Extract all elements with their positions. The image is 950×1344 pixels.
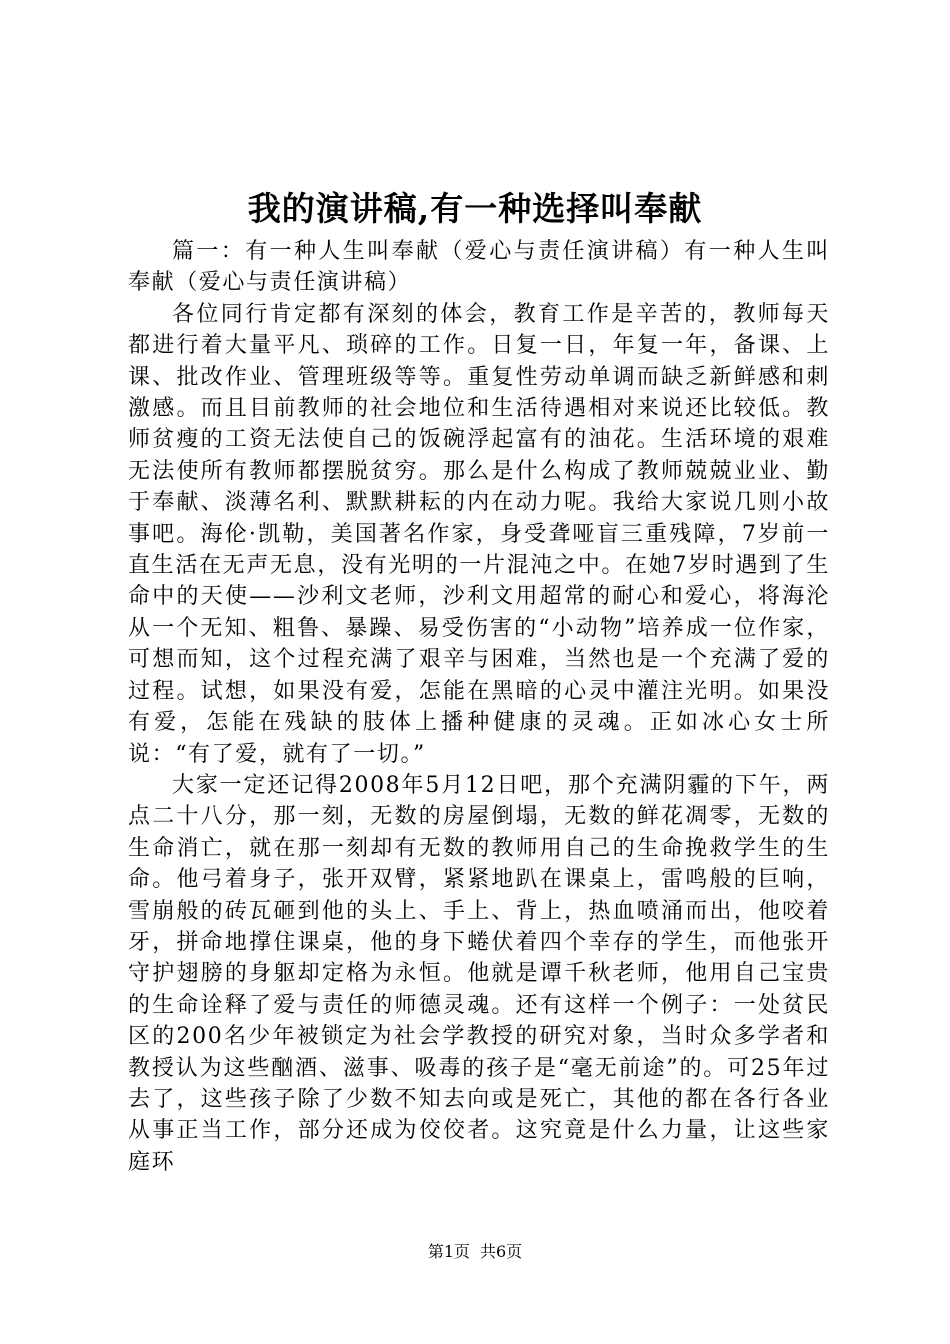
paragraph-earthquake: 大家一定还记得2008年5月12日吧，那个充满阴霾的下午，两点二十八分，那一刻，无数的房屋倒塌，无数的鲜花凋零，无数的生命消亡，就在那一刻却有无数的教师用自己的生命挽救学生的生命。他弓着身子，张开双臂，紧紧地趴在课桌上，雷鸣般的巨响，雪崩般的砖瓦砸到他的头上、手上、背上，热血喷涌而出，他咬着牙，拼命地撑住课桌，他的身下蜷伏着四个幸存的学生，而他张开守护翅膀的身躯却定格为永恒。他就是谭千秋老师，他用自己宝贵的生命诠释了爱与责任的师德灵魂。还有这样一个例子：一处贫民区的200名少年被锁定为社会学教授的研究对象，当时众多学者和教授认为这些酗酒、滋事、吸毒的孩子是“毫无前途”的。可25年过去了，这些孩子除了少数不知去向或是死亡，其他的都在各行各业从事正当工作，部分还成为佼佼者。这究竟是什么力量，让这些家庭环	[128, 772, 830, 1175]
document-body	[128, 236, 830, 1178]
document-title: 我的演讲稿,有一种选择叫奉献	[247, 189, 703, 228]
page-footer	[0, 1240, 950, 1264]
paragraph-intro: 篇一：有一种人生叫奉献（爱心与责任演讲稿）有一种人生叫奉献（爱心与责任演讲稿）	[128, 239, 830, 296]
page-total: 共6页	[480, 1242, 523, 1261]
page-number: 第1页	[427, 1242, 470, 1261]
paragraph-helen-keller: 各位同行肯定都有深刻的体会，教育工作是辛苦的，教师每天都进行着大量平凡、琐碎的工作。日复一日，年复一年，备课、上课、批改作业、管理班级等等。重复性劳动单调而缺乏新鲜感和刺激感。而且目前教师的社会地位和生活待遇相对来说还比较低。教师贫瘦的工资无法使自己的饭碗浮起富有的油花。生活环境的艰难无法使所有教师都摆脱贫穷。那么是什么构成了教师兢兢业业、勤于奉献、淡薄名利、默默耕耘的内在动力呢。我给大家说几则小故事吧。海伦·凯勒，美国著名作家，身受聋哑盲三重残障，7岁前一直生活在无声无息，没有光明的一片混沌之中。在她7岁时遇到了生命中的天使——沙利文老师，沙利文用超常的耐心和爱心，将海沦从一个无知、粗鲁、暴躁、易受伤害的“小动物”培养成一位作家，可想而知，这个过程充满了艰辛与困难，当然也是一个充满了爱的过程。试想，如果没有爱，怎能在黑暗的心灵中灌注光明。如果没有爱，怎能在残缺的肢体上播种健康的灵魂。正如冰心女士所说：“有了爱，就有了一切。”	[128, 301, 830, 767]
